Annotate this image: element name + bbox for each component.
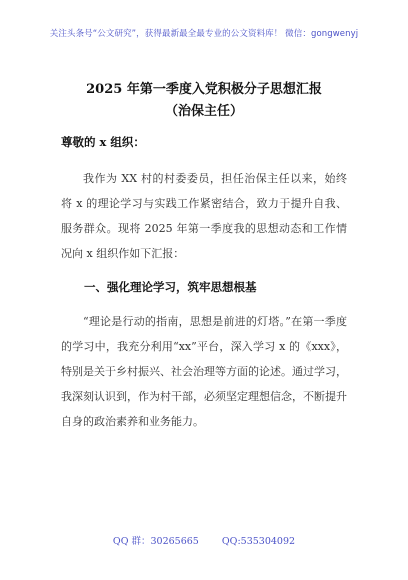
section-heading: 一、强化理论学习，筑牢思想根基 xyxy=(84,280,257,294)
body-paragraph-intro: 我作为 XX 村的村委委员，担任治保主任以来，始终将 x 的理论学习与实践工作紧密结合，致力于提升自我、服务群众。现将 2025 年第一季度我的思想动态和工作情况向 x 组织作如下汇报： xyxy=(61,172,347,260)
document-subtitle: （治保主任） xyxy=(164,104,243,119)
footer-qq-group: QQ 群：30265665 xyxy=(112,536,199,547)
footer-qq-number: QQ:535304092 xyxy=(221,536,296,547)
body-paragraph-study: “理论是行动的指南，思想是前进的灯塔。”在第一季度的学习中，我充分利用“xx”平台，深入学习 x 的《xxx》，特别是关于乡村振兴、社会治理等方面的论述。通过学习，我深刻认识到，作为村干部，必须坚定理想信念，不断提升自身的政治素养和业务能力。 xyxy=(61,315,347,428)
document-title: 2025 年第一季度入党积极分子思想汇报 xyxy=(86,82,322,97)
header-banner: 关注头条号“公文研究”，获得最新最全最专业的公文资料库！ 微信：gongwenyj xyxy=(49,29,359,39)
salutation: 尊敬的 x 组织： xyxy=(61,135,145,149)
footer-contact xyxy=(0,533,408,547)
